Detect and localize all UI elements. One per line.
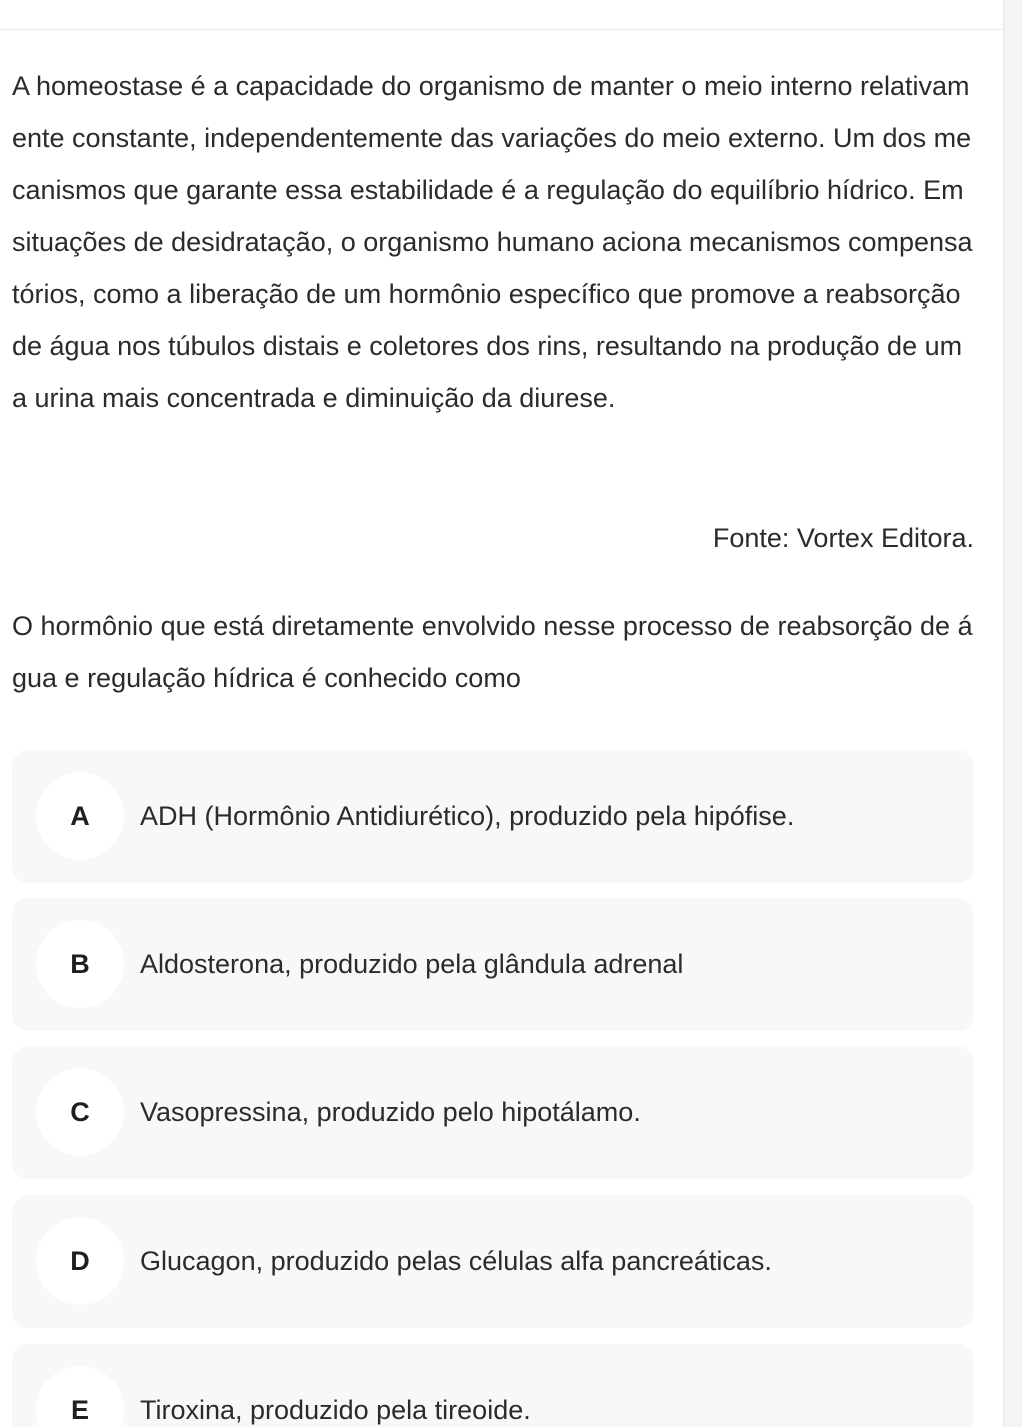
source-citation: Fonte: Vortex Editora. [712, 523, 974, 553]
option-letter-c: C [36, 1068, 124, 1156]
passage-text: A homeostase é a capacidade do organismo de manter o meio interno relativamente constante, independentemente das variações do meio externo. Um dos mecanismos que garante essa estabilidade é a regulação do equilíbrio hídrico. Em situações de desidratação, o organismo humano aciona mecanismos compensatórios, como a liberação de um hormônio específico que promove a reabsorção de água nos túbulos distais e coletores dos rins, resultando na produção de uma urina mais concentrada e diminuição da diurese. [12, 71, 973, 413]
scrollbar-track[interactable] [1003, 0, 1022, 1427]
question-stem: O hormônio que está diretamente envolvido nesse processo de reabsorção de água e regulação hídrica é conhecido como [12, 611, 973, 693]
option-text-a: ADH (Hormônio Antidiurético), produzido pela hipófise. [140, 801, 795, 831]
option-c[interactable] [12, 1046, 974, 1179]
option-letter-e: E [36, 1366, 124, 1427]
option-e[interactable] [12, 1344, 974, 1427]
option-letter-a: A [36, 772, 124, 860]
top-divider [0, 29, 1004, 30]
option-letter-b: B [36, 920, 124, 1008]
option-d[interactable] [12, 1195, 974, 1328]
option-b[interactable] [12, 898, 974, 1031]
option-letter-d: D [36, 1217, 124, 1305]
option-text-b: Aldosterona, produzido pela glândula adrenal [140, 949, 684, 979]
option-text-c: Vasopressina, produzido pelo hipotálamo. [140, 1097, 641, 1127]
option-text-e: Tiroxina, produzido pela tireoide. [140, 1395, 531, 1425]
option-a[interactable] [12, 750, 974, 883]
option-text-d: Glucagon, produzido pelas células alfa pancreáticas. [140, 1246, 772, 1276]
